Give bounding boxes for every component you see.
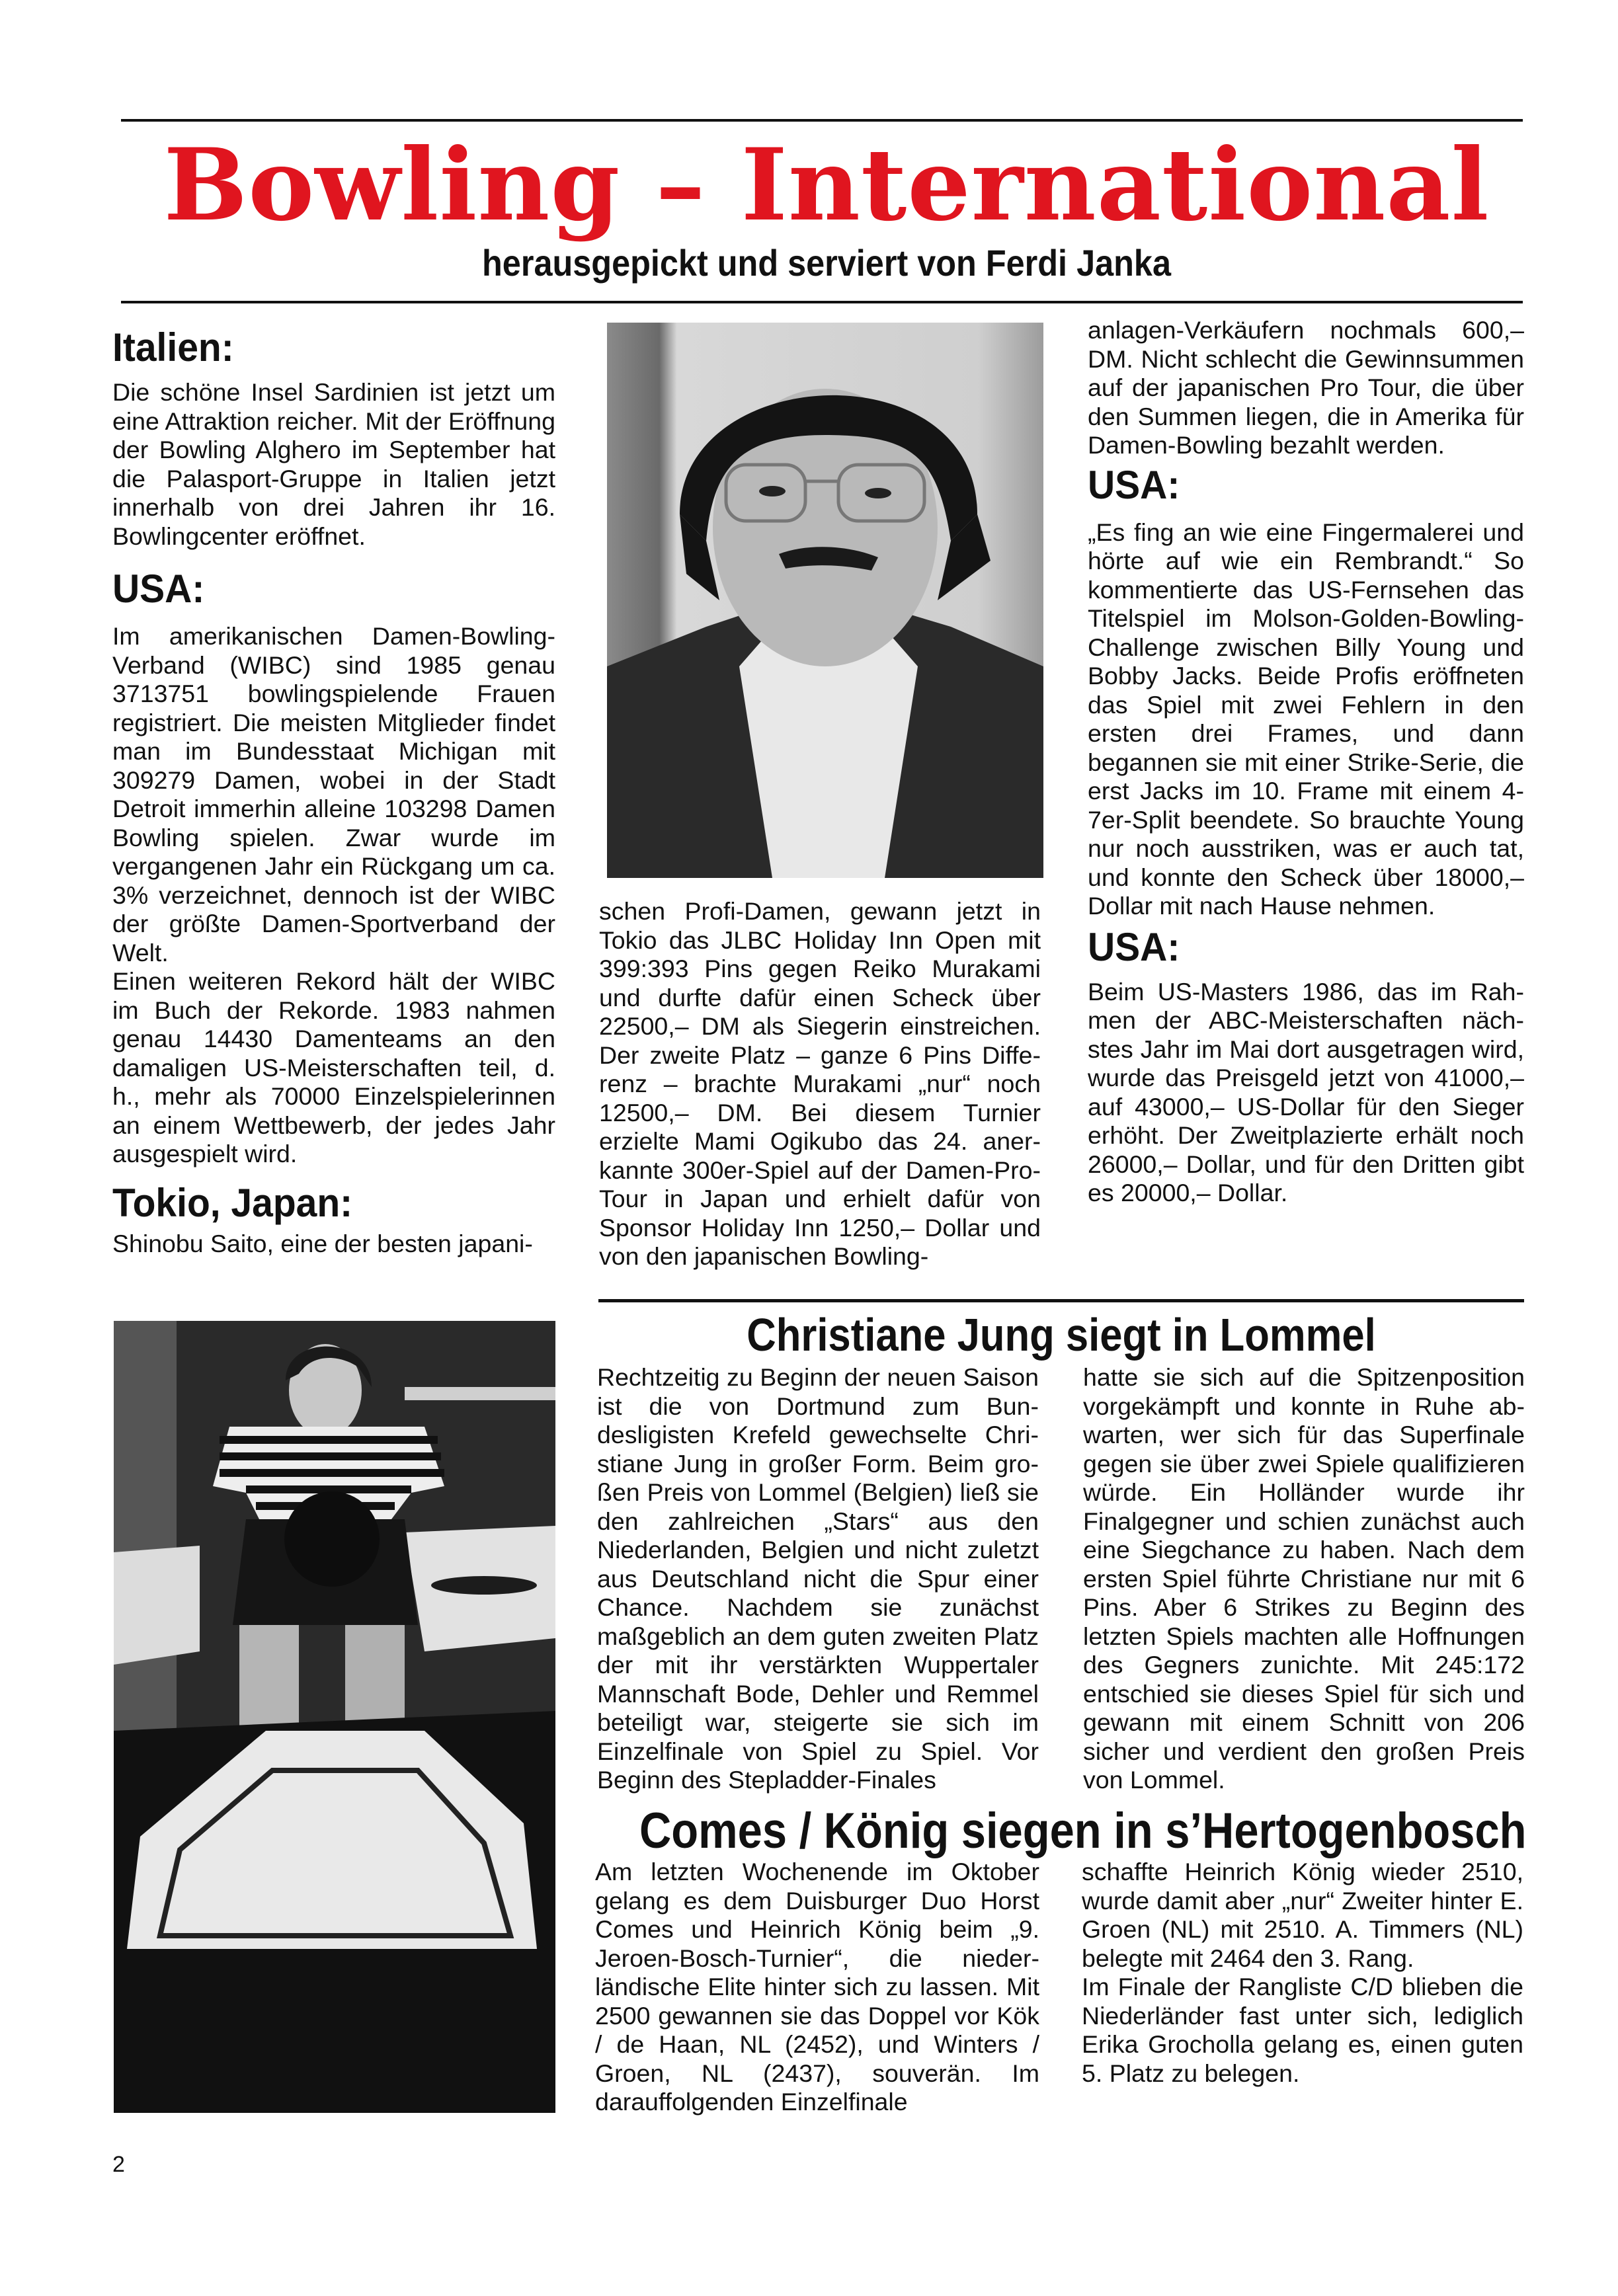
section-body-italien: Die schöne Insel Sardinien ist jetzt um eine Attraktion reicher. Mit der Eröffnung der Bowling Alghero im September hat die Palasport-Gruppe in Italien jetzt innerhalb von drei Jahren ihr 16. Bowlingcenter eröffnet.	[112, 378, 555, 550]
section-heading-usa-tv: USA:	[1088, 462, 1180, 507]
section-heading-italien: Italien:	[112, 325, 234, 370]
comes-body-2a: schaffte Heinrich König wieder 2510, wurde damit aber „nur“ Zweiter hinter E. Groen (NL) mit 2510. A. Timmers (NL) belegte mit 2464 den 3. Rang.	[1082, 1858, 1523, 1972]
section-body-usa-wibc-2: Einen weiteren Rekord hält der WIBC im Buch der Rekorde. 1983 nahmen genau 14430 Damenteams an den damaligen US-Meisterschaften teil, d. h., mehr als 70000 Einzelspielerinnen an einem Wettbewerb, der jedes Jahr ausgespielt wird.	[112, 967, 555, 1168]
middle-column-text	[599, 897, 1041, 1271]
section-body-usa-tv: „Es fing an wie eine Fingermalerei und hörte auf wie ein Rembrandt.“ So kommentierte das US-Fernsehen das Titelspiel im Molson-Golden-Bowling-Challenge zwischen Billy Young und Bobby Jacks. Beide Profis eröffneten das Spiel mit zwei Fehlern in den ersten drei Frames, und dann begannen sie mit einer Strike-Serie, die erst Jacks im 10. Frame mit einem 4-7er-Split beendete. So brauchte Young nur noch ausstriken, was er auch tat, und konnte den Scheck über 18000,– Dollar mit nach Hause nehmen.	[1088, 518, 1524, 920]
portrait-photo	[607, 323, 1043, 878]
page-subtitle: herausgepickt und serviert von Ferdi Janka	[482, 242, 1171, 284]
jung-body-1: Rechtzeitig zu Beginn der neuen Saison ist die von Dortmund zum Bundesligisten Krefeld gewechselte Christiane Jung in großer Form. Beim großen Preis von Lommel (Belgien) ließ sie den zahlreichen „Stars“ aus den Niederlanden, Belgien und nicht zuletzt aus Deutschland nicht die Spur einer Chance. Nachdem sie zunächst maßgeblich an dem guten zweiten Platz der mit ihr verstärkten Wuppertaler Mannschaft Bode, Dehler und Remmel beteiligt war, steigerte sie sich im Einzelfinale von Spiel zu Spiel. Vor Beginn des Stepladder-Finales	[597, 1363, 1039, 1794]
comes-column-2	[1082, 1858, 1523, 2088]
jung-column-2	[1083, 1363, 1525, 1795]
page-title: Bowling – International	[163, 127, 1490, 243]
section-body-tokio-start: Shinobu Saito, eine der besten japani-	[112, 1229, 533, 1257]
jung-body-2: hatte sie sich auf die Spitzenposition vorgekämpft und konnte in Ruhe abwarten, wer sich für das Superfinale gegen sie über zwei Spiele qualifizieren würde. Ein Holländer wurde ihr Finalgegner und schien zunächst auch eine Siegchance zu haben. Nach dem ersten Spiel führte Christiane nur mit 6 Pins. Aber 6 Strikes zu Beginn des letzten Spiels machten alle Hoffnungen des Gegners zunichte. Mit 245:172 entschied sie dieses Spiel für sich und gewann mit einem Schnitt von 206 sicher und verdient den großen Preis von Lommel.	[1083, 1363, 1525, 1794]
bowler-photo	[114, 1321, 555, 2113]
section-body-usa-wibc-1: Im amerikanischen Damen-Bowling-Verband (WIBC) sind 1985 genau 3713751 bowlingspielende Frauen registriert. Die meisten Mitglieder findet man im Bundesstaat Michigan mit 309279 Damen, wobei in der Stadt Detroit immerhin alleine 103298 Damen Bowling spielen. Zwar wurde im vergangenen Jahr ein Rückgang um ca. 3% verzeichnet, dennoch ist der WIBC der größte Damen-Sportverband der Welt.	[112, 622, 555, 967]
comes-body-2b: Im Finale der Rangliste C/D blieben die Niederländer fast unter sich, lediglich Erika Grocholla gelang es, einen guten 5. Platz zu belegen.	[1082, 1973, 1523, 2087]
left-column	[112, 324, 555, 1258]
section-body-tokio-end: anlagen-Verkäufern nochmals 600,– DM. Nicht schlecht die Gewinnsummen auf der japanischen Pro Tour, die über den Summen liegen, die in Amerika für Damen-Bowling bezahlt werden.	[1088, 316, 1524, 459]
portrait-image-icon	[607, 323, 1043, 878]
page-number: 2	[112, 2152, 125, 2177]
section-heading-usa-wibc: USA:	[112, 567, 205, 611]
section-body-tokio-continued: schen Profi-Damen, gewann jetzt in Tokio das JLBC Holiday Inn Open mit 399:393 Pins gegen Reiko Murakami und durfte dafür einen Scheck über 22500,– DM als Siegerin einstreichen. Der zweite Platz – ganze 6 Pins Differenz – brachte Murakami „nur“ noch 12500,– DM. Bei diesem Turnier erzielte Mami Ogikubo das 24. anerkannte 300er-Spiel auf der Damen-Pro-Tour in Japan und erhielt dafür von Sponsor Holiday Inn 1250,– Dollar und von den japanischen Bowling-	[599, 897, 1041, 1270]
mid-rule	[598, 1299, 1524, 1302]
headline-comes: Comes / König siegen in s’Hertogenbosch	[639, 1803, 1527, 1859]
header-bottom-rule	[121, 301, 1523, 303]
top-rule	[121, 119, 1523, 122]
section-heading-usa-masters: USA:	[1088, 924, 1180, 969]
comes-body-1: Am letzten Wochenende im Oktober gelang es dem Duisburger Duo Horst Comes und Heinrich König beim „9. Jeroen-Bosch-Turnier“, die niederländische Elite hinter sich zu lassen. Mit 2500 gewannen sie das Doppel vor Kök / de Haan, NL (2452), und Winters / Groen, NL (2437), souverän. Im darauffolgenden Einzelfinale	[595, 1858, 1039, 2116]
bowler-image-icon	[114, 1321, 555, 2113]
right-column	[1088, 316, 1524, 1208]
jung-column-1	[597, 1363, 1039, 1795]
section-body-usa-masters: Beim US-Masters 1986, das im Rahmen der ABC-Meisterschaften nächstes Jahr im Mai dort ausgetragen wird, wurde das Preisgeld jetzt von 41000,– auf 43000,– US-Dollar für den Sieger erhöht. Der Zweitplazierte erhält noch 26000,– Dollar, und für den Dritten gibt es 20000,– Dollar.	[1088, 977, 1524, 1207]
headline-jung: Christiane Jung siegt in Lommel	[747, 1309, 1376, 1361]
section-heading-tokio: Tokio, Japan:	[112, 1180, 353, 1225]
comes-column-1	[595, 1858, 1039, 2117]
